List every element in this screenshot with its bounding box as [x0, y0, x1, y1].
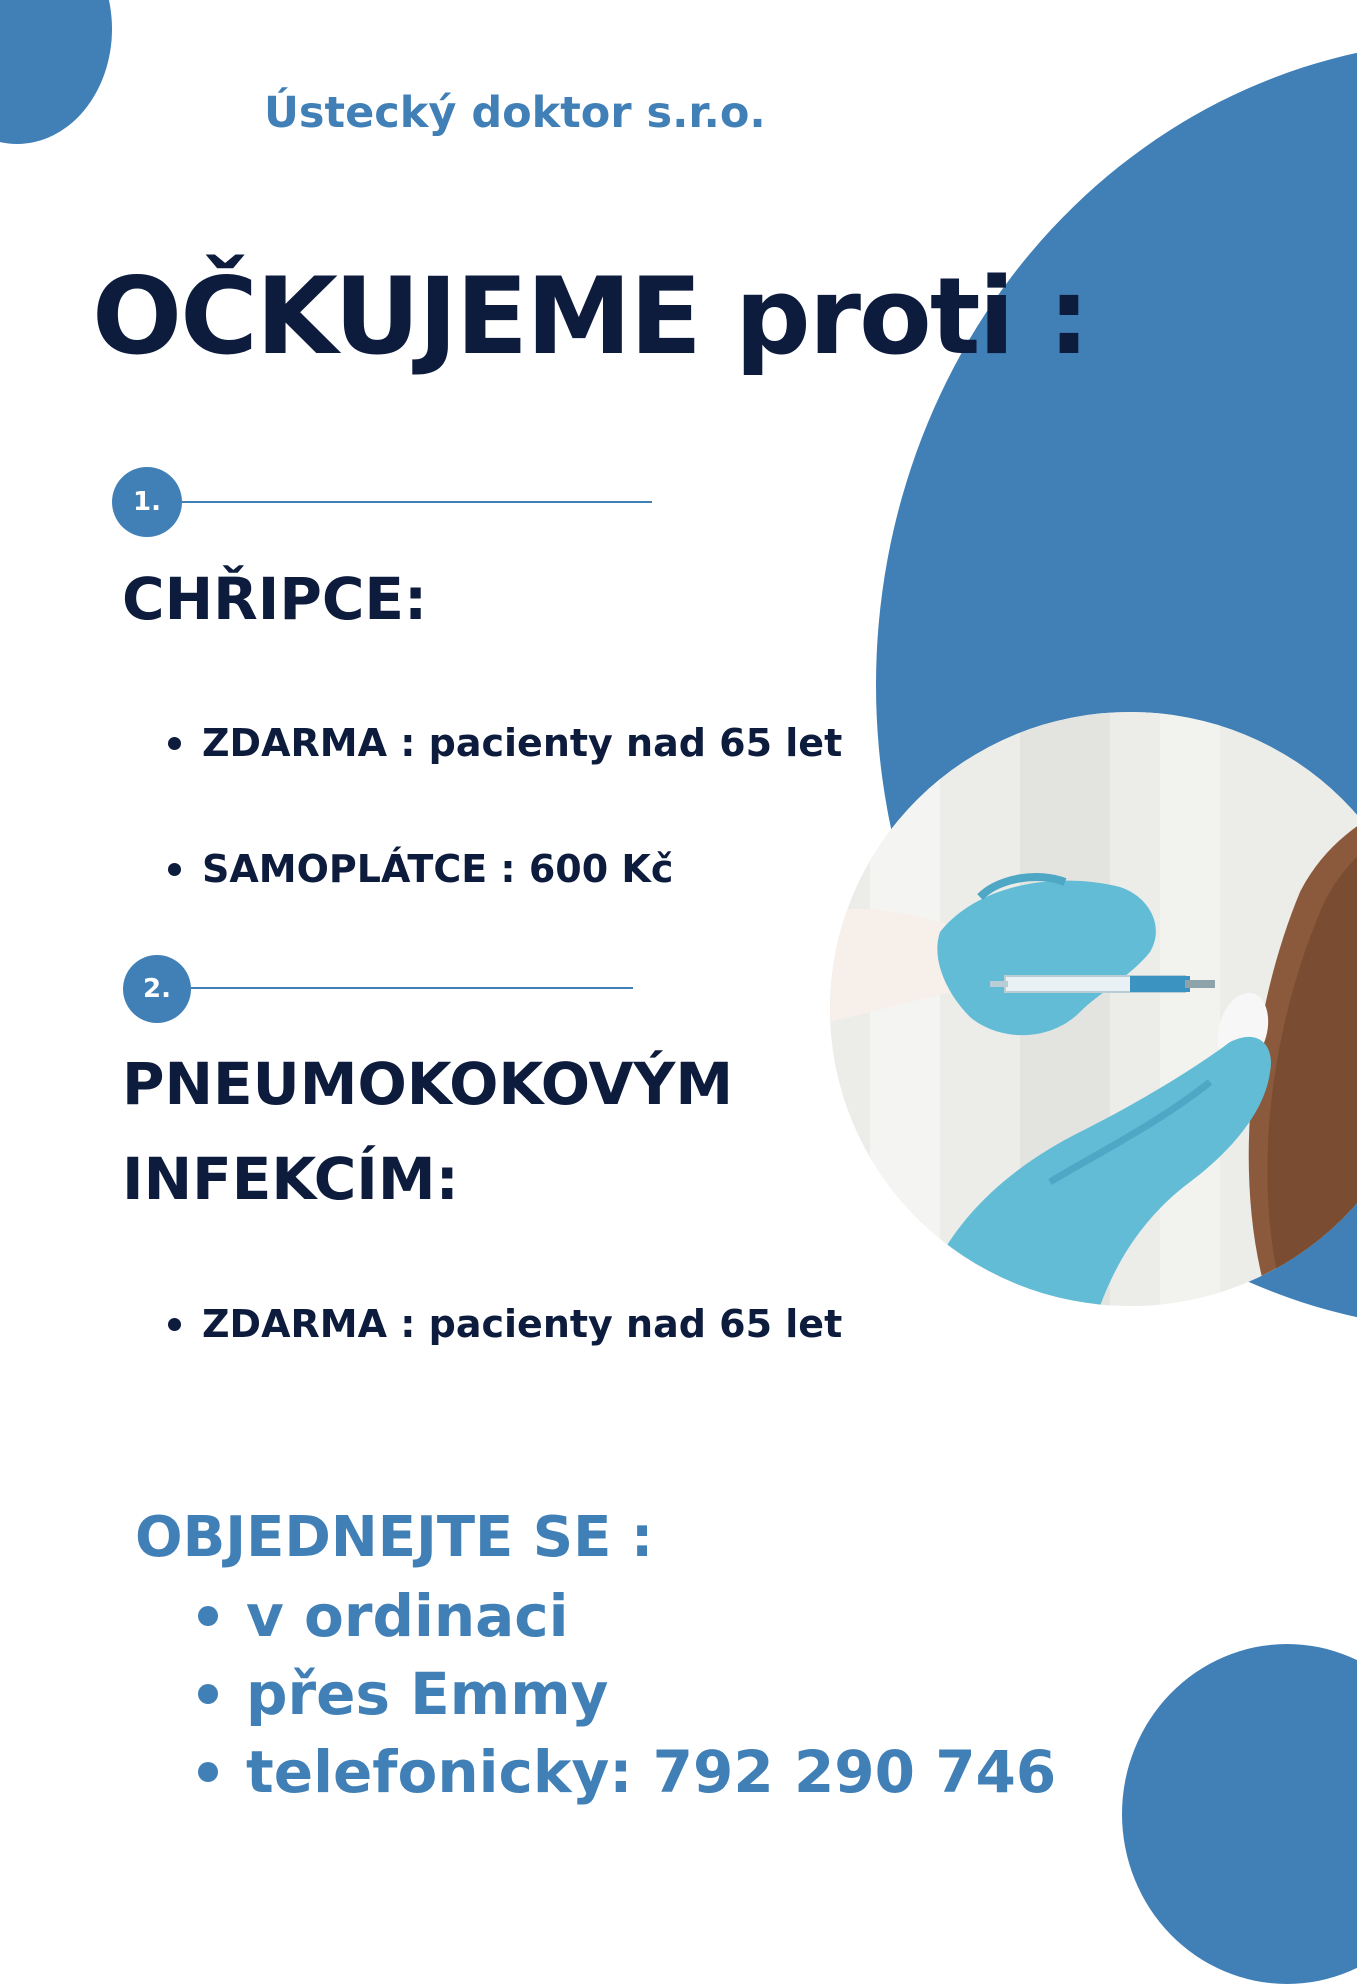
step-divider-2 — [191, 987, 633, 989]
cta-item-phone: telefonicky: 792 290 746 — [192, 1733, 1056, 1811]
section-title-pneumococcal-line-2: INFEKCÍM: — [122, 1145, 459, 1213]
step-divider-1 — [182, 501, 652, 503]
cta-title: OBJEDNEJTE SE : — [135, 1505, 654, 1570]
cta-list — [192, 1577, 1056, 1811]
list-item: ZDARMA : pacienty nad 65 let — [160, 717, 842, 769]
step-number-2: 2. — [123, 955, 191, 1023]
cta-item-office: v ordinaci — [192, 1577, 1056, 1655]
section-title-influenza: CHŘIPCE: — [122, 565, 428, 633]
list-item: ZDARMA : pacienty nad 65 let — [160, 1298, 842, 1350]
pneumococcal-list — [160, 1298, 842, 1350]
cta-item-emmy: přes Emmy — [192, 1655, 1056, 1733]
influenza-list — [160, 717, 842, 895]
clinic-name: Ústecký doktor s.r.o. — [264, 88, 766, 138]
section-title-pneumococcal-line-1: PNEUMOKOKOVÝM — [122, 1050, 734, 1118]
list-item: SAMOPLÁTCE : 600 Kč — [160, 843, 842, 895]
step-number-1: 1. — [112, 467, 182, 537]
decor-circle-bottom-right — [1122, 1644, 1357, 1984]
decor-circle-top-left — [0, 0, 112, 144]
headline: OČKUJEME proti : — [92, 255, 1089, 378]
